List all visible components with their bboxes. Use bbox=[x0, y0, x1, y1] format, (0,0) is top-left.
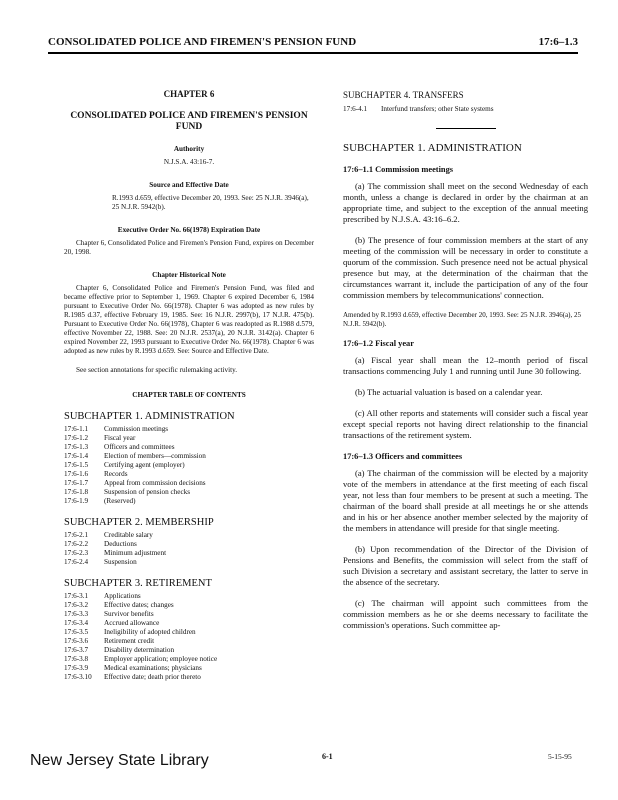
toc-item-title: Suspension bbox=[104, 558, 137, 566]
authority-text: N.J.S.A. 43:16-7. bbox=[163, 158, 215, 166]
toc-item-title: Applications bbox=[104, 592, 141, 600]
toc-item-title: Survivor benefits bbox=[104, 610, 154, 618]
section-1-1-b: (b) The presence of four commission members at the start of any meeting of the commission will be necessary in order to constitute a quorum of the commission. Such presence need not be actual physical presence but may, at the determination of the chairman that the circumstances warrant it, include the participation of any of the four commission members by telecommunications' connection. bbox=[343, 235, 588, 300]
section-1-2-c: (c) All other reports and statements will consider such a fiscal year except special reports not having direct relationship to the financial transactions of the retirement system. bbox=[343, 408, 588, 440]
toc-item bbox=[64, 497, 314, 506]
executive-order-heading: Executive Order No. 66(1978) Expiration Date bbox=[117, 226, 261, 234]
toc-item-title: Interfund transfers; other State systems bbox=[381, 105, 494, 113]
toc-item-number: 17:6-1.7 bbox=[64, 479, 89, 487]
toc-subchapter-1-list bbox=[64, 425, 314, 506]
section-1-2-b: (b) The actuarial valuation is based on a calendar year. bbox=[355, 387, 543, 397]
toc-subchapter-2-list bbox=[64, 531, 314, 567]
toc-title: CHAPTER TABLE OF CONTENTS bbox=[132, 391, 246, 399]
toc-item-title: Certifying agent (employer) bbox=[104, 461, 185, 469]
source-text: R.1993 d.659, effective December 20, 1993. See: 25 N.J.R. 3946(a), 25 N.J.R. 5942(b). bbox=[112, 194, 309, 211]
toc-item bbox=[64, 443, 314, 452]
toc-item-number: 17:6-3.1 bbox=[64, 592, 89, 600]
toc-item-title: Fiscal year bbox=[104, 434, 136, 442]
toc-item-title: Deductions bbox=[104, 540, 137, 548]
toc-subchapter-3-title: SUBCHAPTER 3. RETIREMENT bbox=[64, 578, 212, 589]
toc-item bbox=[343, 105, 588, 114]
toc-item bbox=[64, 655, 314, 664]
header-section-number: 17:6–1.3 bbox=[538, 36, 578, 48]
toc-item bbox=[64, 425, 314, 434]
toc-item-number: 17:6-1.3 bbox=[64, 443, 89, 451]
running-header bbox=[48, 30, 578, 54]
toc-item-number: 17:6-3.8 bbox=[64, 655, 89, 663]
section-1-1-a: (a) The commission shall meet on the second Wednesday of each month, unless a change is declared in order by the chairman at an appropriate time, and subject to the exception of the annual meeting prescribed by N.J.S.A. 43:16–6.2. bbox=[343, 181, 588, 224]
toc-item bbox=[64, 601, 314, 610]
toc-item-title: Creditable salary bbox=[104, 531, 153, 539]
toc-item-number: 17:6-3.6 bbox=[64, 637, 89, 645]
toc-item-title: Appeal from commission decisions bbox=[104, 479, 206, 487]
section-1-3-b: (b) Upon recommendation of the Director of the Division of Pensions and Benefits, the commission will select from the staff of such Division a secretary and assistant secretary, the latter to serve in the absence of the secretary. bbox=[343, 544, 588, 587]
header-title: CONSOLIDATED POLICE AND FIREMEN'S PENSION FUND bbox=[48, 36, 357, 48]
toc-item-title: Medical examinations; physicians bbox=[104, 664, 202, 672]
chapter-number: CHAPTER 6 bbox=[163, 89, 215, 99]
toc-item bbox=[64, 646, 314, 655]
toc-item bbox=[64, 673, 314, 682]
authority-heading: Authority bbox=[173, 145, 205, 153]
toc-item-number: 17:6-1.8 bbox=[64, 488, 89, 496]
section-1-2-heading: 17:6–1.2 Fiscal year bbox=[343, 339, 414, 348]
toc-subchapter-4-title: SUBCHAPTER 4. TRANSFERS bbox=[343, 90, 464, 100]
toc-item-number: 17:6-4.1 bbox=[343, 105, 368, 113]
toc-item bbox=[64, 461, 314, 470]
historical-note-text: Chapter 6, Consolidated Police and Firemen's Pension Fund, was filed and became effective prior to September 1, 1969. Chapter 6 expired December 6, 1984 pursuant to Executive Order No. 66(1978). Chapter 6 was adopted as new rules by R.1985 d.37, effective February 19, 1985. See: 16 N.J.R. 2997(b), 17 N.J.R. 475(b). Pursuant to Executive Order No. 66(1978), Chapter 6 was readopted as R.1988 d.579, effective November 22, 1988. See: 20 N.J.R. 2537(a), 20 N.J.R. 3142(a). Chapter 6 expired November 22, 1993 pursuant to Executive Order No. 66(1978). Chapter 6 was adopted as new rules by R.1993 d.659. See: Source and Effective Date. bbox=[64, 284, 314, 355]
toc-subchapter-1-title: SUBCHAPTER 1. ADMINISTRATION bbox=[64, 411, 235, 422]
toc-item-title: Accrued allowance bbox=[104, 619, 160, 627]
supplement-date: 5-15-95 bbox=[548, 752, 572, 761]
divider bbox=[436, 128, 496, 129]
toc-item-number: 17:6-3.3 bbox=[64, 610, 89, 618]
toc-item-title: Retirement credit bbox=[104, 637, 155, 645]
toc-item-title: Effective dates; changes bbox=[104, 601, 174, 609]
toc-item-title: (Reserved) bbox=[104, 497, 136, 505]
page-number: 6-1 bbox=[322, 752, 333, 761]
toc-item-title: Commission meetings bbox=[104, 425, 169, 433]
right-column bbox=[343, 90, 588, 641]
toc-item-number: 17:6-3.2 bbox=[64, 601, 89, 609]
toc-item-title: Minimum adjustment bbox=[104, 549, 167, 557]
section-1-1-amendment: Amended by R.1993 d.659, effective December 20, 1993. See: 25 N.J.R. 3946(a), 25 N.J.R. 5942(b). bbox=[343, 311, 582, 328]
toc-item-number: 17:6-1.2 bbox=[64, 434, 89, 442]
toc-item-title: Ineligibility of adopted children bbox=[104, 628, 196, 636]
toc-item-number: 17:6-3.7 bbox=[64, 646, 89, 654]
toc-item bbox=[64, 592, 314, 601]
toc-subchapter-3-list bbox=[64, 592, 314, 682]
toc-item bbox=[64, 479, 314, 488]
toc-item bbox=[64, 637, 314, 646]
executive-order-text: Chapter 6, Consolidated Police and Firemen's Pension Fund, expires on December 20, 1998. bbox=[64, 239, 314, 256]
toc-item bbox=[64, 452, 314, 461]
toc-item-number: 17:6-1.5 bbox=[64, 461, 89, 469]
section-1-3-a: (a) The chairman of the commission will be elected by a majority vote of the members in attendance at the first meeting of each fiscal year, not less than four members to be present at such a meeting. The chairman of the board shall preside at all meetings he or she attends and in his or her absence another member selected by the majority of the members in attendance will preside for that single meeting. bbox=[343, 468, 588, 533]
toc-item-number: 17:6-2.3 bbox=[64, 549, 89, 557]
chapter-title: CONSOLIDATED POLICE AND FIREMEN'S PENSION FUND bbox=[70, 111, 308, 132]
toc-item-number: 17:6-2.2 bbox=[64, 540, 89, 548]
toc-item-number: 17:6-1.6 bbox=[64, 470, 89, 478]
section-1-2-a: (a) Fiscal year shall mean the 12–month period of fiscal transactions commencing July 1 and running until June 30 following. bbox=[343, 355, 588, 376]
historical-note-heading: Chapter Historical Note bbox=[152, 271, 226, 279]
toc-item bbox=[64, 610, 314, 619]
toc-item-title: Records bbox=[104, 470, 128, 478]
toc-item-title: Employer application; employee notice bbox=[104, 655, 218, 663]
toc-item-title: Disability determination bbox=[104, 646, 175, 654]
toc-item-number: 17:6-3.10 bbox=[64, 673, 92, 681]
toc-item-number: 17:6-1.9 bbox=[64, 497, 89, 505]
section-1-1-heading: 17:6–1.1 Commission meetings bbox=[343, 165, 454, 174]
toc-item-title: Effective date; death prior thereto bbox=[104, 673, 201, 681]
toc-item-number: 17:6-1.1 bbox=[64, 425, 89, 433]
toc-item-number: 17:6-2.4 bbox=[64, 558, 89, 566]
toc-item bbox=[64, 540, 314, 549]
toc-item bbox=[64, 664, 314, 673]
toc-item-number: 17:6-3.4 bbox=[64, 619, 89, 627]
library-watermark: New Jersey State Library bbox=[30, 752, 209, 769]
toc-item bbox=[64, 488, 314, 497]
section-1-3-c: (c) The chairman will appoint such committees from the commission members as he or she deems necessary to facilitate the commission's operations. Such committee ap- bbox=[343, 598, 588, 630]
toc-item-title: Election of members—commission bbox=[104, 452, 206, 460]
toc-subchapter-2-title: SUBCHAPTER 2. MEMBERSHIP bbox=[64, 517, 214, 528]
source-heading: Source and Effective Date bbox=[149, 181, 229, 189]
section-1-3-heading: 17:6–1.3 Officers and committees bbox=[343, 452, 463, 461]
toc-item-title: Suspension of pension checks bbox=[104, 488, 191, 496]
toc-item-number: 17:6-1.4 bbox=[64, 452, 89, 460]
toc-item-title: Officers and committees bbox=[104, 443, 175, 451]
see-annotations-note: See section annotations for specific rulemaking activity. bbox=[76, 366, 238, 374]
toc-item bbox=[64, 470, 314, 479]
toc-item bbox=[64, 434, 314, 443]
toc-item bbox=[64, 549, 314, 558]
left-column bbox=[64, 90, 314, 682]
toc-item-number: 17:6-2.1 bbox=[64, 531, 89, 539]
toc-item-number: 17:6-3.9 bbox=[64, 664, 89, 672]
toc-item bbox=[64, 531, 314, 540]
toc-item bbox=[64, 558, 314, 567]
subchapter-1-heading: SUBCHAPTER 1. ADMINISTRATION bbox=[343, 142, 522, 154]
toc-item-number: 17:6-3.5 bbox=[64, 628, 89, 636]
toc-item bbox=[64, 628, 314, 637]
toc-item bbox=[64, 619, 314, 628]
